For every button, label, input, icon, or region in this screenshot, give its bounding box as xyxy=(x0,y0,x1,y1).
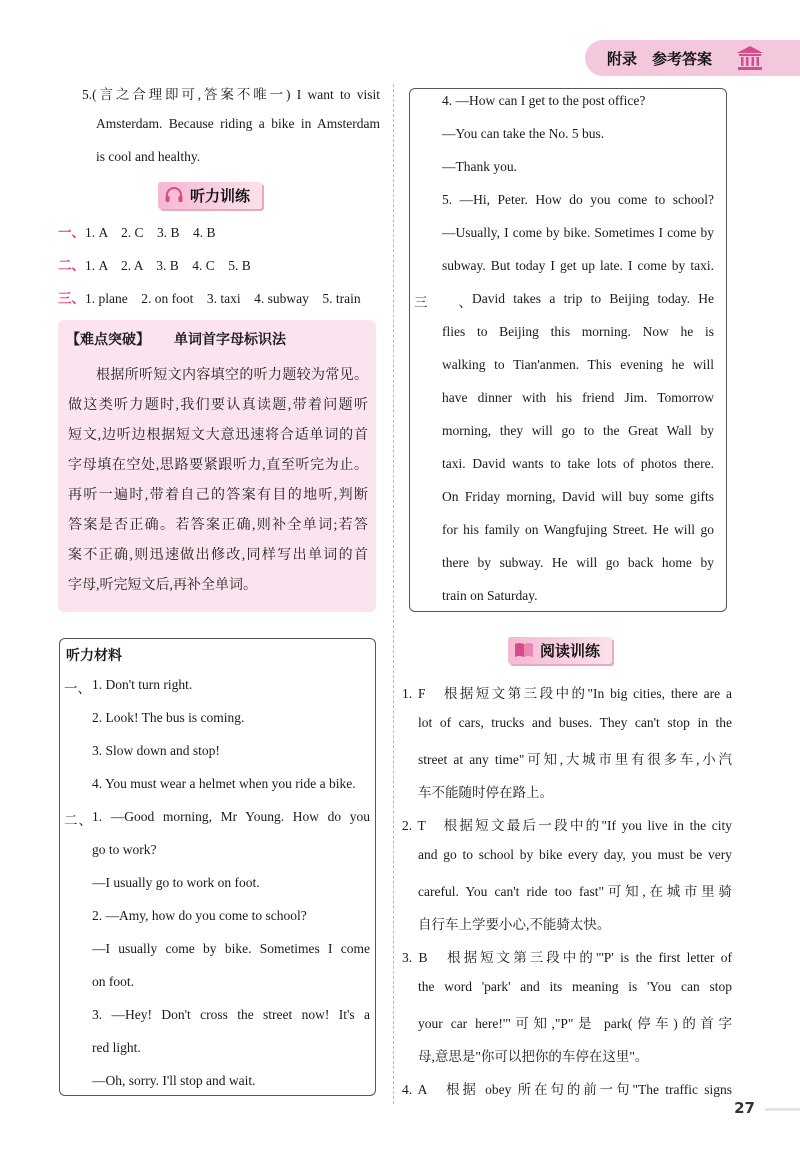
material-line xyxy=(442,225,714,241)
answer-row-3-number: 三、 xyxy=(58,291,85,307)
material-line xyxy=(442,258,714,274)
material-line-number: 二、 xyxy=(64,813,92,829)
material-line xyxy=(92,776,370,792)
material-line xyxy=(92,1007,370,1023)
material-line xyxy=(92,1040,370,1056)
material-line-text: 3. —Hey! Don't cross the street now! It's a xyxy=(92,1007,370,1022)
material-line-text: red light. xyxy=(92,1040,141,1055)
material-line-text: 2. —Amy, how do you come to school? xyxy=(92,908,307,923)
answer-row-2-text: 1. A 2. A 3. B 4. C 5. B xyxy=(85,258,251,273)
library-building-icon xyxy=(735,44,765,76)
material-line-text: —Usually, I come by bike. Sometimes I come by xyxy=(442,225,714,240)
headphones-icon xyxy=(164,186,184,204)
material-line xyxy=(442,522,714,538)
material-line xyxy=(442,159,714,175)
page-number: 27 xyxy=(734,1099,755,1117)
material-line-number: 一、 xyxy=(64,681,91,697)
header-title: 附录 参考答案 xyxy=(607,50,713,68)
material-line xyxy=(442,555,714,571)
listening-section-title xyxy=(158,182,262,208)
material-line-number: 三、 xyxy=(414,295,472,311)
material-line-text: 5. —Hi, Peter. How do you come to school? xyxy=(442,192,714,207)
material-line-text: 2. Look! The bus is coming. xyxy=(92,710,245,725)
material-line-text: train on Saturday. xyxy=(442,588,538,603)
reading-answer-line: the word 'park' and its meaning is 'You can stop xyxy=(418,979,732,994)
material-line xyxy=(92,842,370,858)
material-line xyxy=(442,588,714,604)
material-line-text: David takes a trip to Beijing today. He xyxy=(472,291,714,306)
reading-answer-line: 母,意思是"你可以把你的车停在这里"。 xyxy=(418,1049,649,1064)
material-line xyxy=(414,291,714,311)
tips-tag: 【难点突破】 xyxy=(66,332,150,348)
reading-answer-line: 3. B 根据短文第三段中的"'P' is the first letter of xyxy=(402,950,732,965)
material-line-text: 3. Slow down and stop! xyxy=(92,743,220,758)
listening-material-box-left xyxy=(59,638,376,1096)
tips-line: 字母,听完短文后,再补全单词。 xyxy=(68,578,257,593)
material-line xyxy=(442,126,714,142)
reading-title-text: 阅读训练 xyxy=(540,641,601,660)
material-line-text: morning, they will go to the Great Wall by xyxy=(442,423,714,438)
tips-line: 再听一遍时,带着自己的答案有目的地听,判断 xyxy=(68,488,368,503)
material-line-text: —Thank you. xyxy=(442,159,517,174)
tips-line: 做这类听力题时,我们要认真读题,带着问题听 xyxy=(68,398,368,413)
tips-line: 案不正确,则迅速做出修改,同样写出单词的首 xyxy=(68,548,368,563)
material-line-text: —I usually come by bike. Sometimes I come xyxy=(92,941,370,956)
reading-answer-line: 1. F 根据短文第三段中的"In big cities, there are a xyxy=(402,686,732,701)
material-line-text: have dinner with his friend Jim. Tomorrow xyxy=(442,390,714,405)
material-line xyxy=(442,423,714,439)
page-header xyxy=(585,40,800,76)
material-line-text: —Oh, sorry. I'll stop and wait. xyxy=(92,1073,256,1088)
material-line xyxy=(92,710,370,726)
listening-material-box-right xyxy=(409,88,727,612)
material-line xyxy=(64,677,370,697)
material-line-text: 1. Don't turn right. xyxy=(92,677,193,692)
reading-answer-line: 自行车上学要小心,不能骑太快。 xyxy=(418,917,611,932)
material-line xyxy=(64,809,370,829)
reading-answer-line: and go to school by bike every day, you must be very xyxy=(418,847,732,862)
material-line-text: for his family on Wangfujing Street. He will go xyxy=(442,522,714,537)
material-line-text: taxi. David wants to take lots of photos there. xyxy=(442,456,714,471)
material-line-text: walking to Tian'anmen. This evening he will xyxy=(442,357,714,372)
material-line-text: 1. —Good morning, Mr Young. How do you xyxy=(92,809,370,824)
material-line xyxy=(92,875,370,891)
material-line xyxy=(442,489,714,505)
material-line xyxy=(92,743,370,759)
material-line xyxy=(442,390,714,406)
reading-answer-line: lot of cars, trucks and buses. They can't stop in the xyxy=(418,715,732,730)
reading-answer-line: street at any time"可知,大城市里有很多车,小汽 xyxy=(418,752,732,767)
material-line-text: —You can take the No. 5 bus. xyxy=(442,126,605,141)
material-line-text: On Friday morning, David will buy some gifts xyxy=(442,489,714,504)
reading-answer-line: 4. A 根据 obey 所在句的前一句"The traffic signs xyxy=(402,1082,732,1097)
reading-answer-line: careful. You can't ride too fast"可知,在城市里骑 xyxy=(418,884,732,899)
answer-item-5-line: 5.(言之合理即可,答案不唯一) I want to visit xyxy=(82,87,380,102)
material-line-text: —I usually go to work on foot. xyxy=(92,875,260,890)
reading-answer-line: 车不能随时停在路上。 xyxy=(418,785,553,800)
material-line-text: flies to Beijing this morning. Now he is xyxy=(442,324,714,339)
material-line-text: go to work? xyxy=(92,842,157,857)
material-line xyxy=(92,941,370,957)
page-number-rule xyxy=(765,1108,800,1111)
reading-answer-line: 2. T 根据短文最后一段中的"If you live in the city xyxy=(402,818,732,833)
answer-row-3-text: 1. plane 2. on foot 3. taxi 4. subway 5. train xyxy=(85,291,361,306)
answer-row-1-number: 一、 xyxy=(58,225,85,241)
material-line-text: there by subway. He will go back home by xyxy=(442,555,714,570)
material-line-text: subway. But today I get up late. I come by taxi. xyxy=(442,258,714,273)
answer-item-5-line: is cool and healthy. xyxy=(96,149,201,164)
material-line-text: 4. —How can I get to the post office? xyxy=(442,93,646,108)
material-line xyxy=(442,192,714,208)
tips-line: 字母填在空处,思路要紧跟听力,直至听完为止。 xyxy=(68,458,368,473)
tips-line: 根据所听短文内容填空的听力题较为常见。 xyxy=(96,368,368,383)
answer-item-5-line: Amsterdam. Because riding a bike in Amsterdam xyxy=(96,116,380,131)
tips-line: 短文,边听边根据短文大意迅速将合适单词的首 xyxy=(68,428,368,443)
tips-box xyxy=(58,320,376,612)
material-line xyxy=(442,93,714,109)
tips-line: 答案是否正确。若答案正确,则补全单词;若答 xyxy=(68,518,368,533)
open-book-icon xyxy=(514,642,534,658)
tips-title: 单词首字母标识法 xyxy=(174,332,286,348)
answer-row-1-text: 1. A 2. C 3. B 4. B xyxy=(85,225,216,240)
material-line xyxy=(92,974,370,990)
material-line xyxy=(442,357,714,373)
answer-row-2-number: 二、 xyxy=(58,258,85,274)
reading-section-title xyxy=(508,637,612,663)
material-line xyxy=(92,908,370,924)
material-line xyxy=(442,456,714,472)
answer-row-1 xyxy=(58,221,216,241)
reading-answer-line: your car here!'"可知,"P"是 park(停车)的首字 xyxy=(418,1016,732,1031)
material-title: 听力材料 xyxy=(66,648,122,664)
answer-row-3 xyxy=(58,287,361,307)
listening-title-text: 听力训练 xyxy=(190,186,251,205)
material-line-text: 4. You must wear a helmet when you ride a bike. xyxy=(92,776,356,791)
column-divider xyxy=(393,84,394,1104)
answer-row-2 xyxy=(58,254,251,274)
material-line xyxy=(442,324,714,340)
material-line xyxy=(92,1073,370,1089)
material-line-text: on foot. xyxy=(92,974,134,989)
